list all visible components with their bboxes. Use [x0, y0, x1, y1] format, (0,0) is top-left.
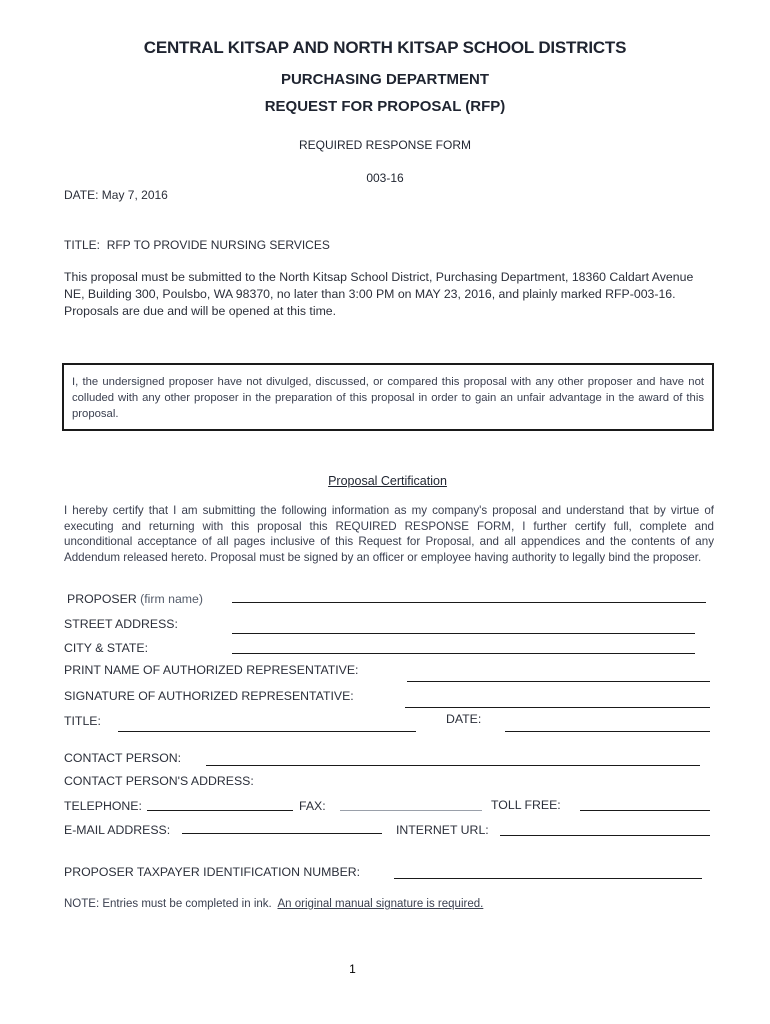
- collusion-statement: I, the undersigned proposer have not divulged, discussed, or compared this proposal with any other proposer and have not colluded with any other proposer in the preparation of this proposal in order to gain an unfair advantage in the award of this proposal.: [72, 376, 704, 420]
- ink-note: [64, 898, 483, 910]
- street-address-field[interactable]: [232, 633, 695, 634]
- title-field-label: TITLE:: [64, 714, 101, 728]
- fax-label: FAX:: [299, 799, 326, 813]
- certification-body: I hereby certify that I am submitting the following information as my company's proposal and understand that by virtue of executing and returning with this proposal this REQUIRED RESPONSE FORM, I further certify full, complete and unconditional acceptance of all pages inclusive of this Request for Proposal, and all appendices and the contents of any Addendum released hereto. Proposal must be signed by an officer or employee having authority to legally bind the proposer.: [64, 504, 714, 564]
- contact-address-label: CONTACT PERSON'S ADDRESS:: [64, 774, 254, 788]
- contact-person-label: CONTACT PERSON:: [64, 751, 182, 765]
- internet-url-label: INTERNET URL:: [396, 823, 489, 837]
- form-name: REQUIRED RESPONSE FORM: [298, 138, 472, 152]
- date-row: [64, 188, 168, 202]
- proposer-field[interactable]: [232, 602, 706, 603]
- toll-free-label: TOLL FREE:: [491, 798, 561, 812]
- proposer-label: PROPOSER (firm name): [67, 592, 203, 606]
- print-name-field[interactable]: [407, 681, 710, 682]
- city-state-field[interactable]: [232, 653, 695, 654]
- signature-field[interactable]: [405, 707, 710, 708]
- contact-person-field[interactable]: [206, 765, 700, 766]
- telephone-field[interactable]: [147, 810, 293, 811]
- internet-url-field[interactable]: [500, 835, 710, 836]
- taxpayer-id-field[interactable]: [394, 878, 702, 879]
- title-row: [64, 238, 330, 252]
- signature-requirement: An original manual signature is required.: [277, 898, 484, 910]
- certification-heading: Proposal Certification: [328, 474, 447, 488]
- district-heading: CENTRAL KITSAP AND NORTH KITSAP SCHOOL DISTRICTS: [143, 38, 627, 57]
- date-label: DATE:: [64, 188, 99, 202]
- toll-free-field[interactable]: [580, 810, 710, 811]
- title-field[interactable]: [118, 731, 416, 732]
- telephone-label: TELEPHONE:: [64, 799, 142, 813]
- email-label: E-MAIL ADDRESS:: [64, 823, 171, 837]
- signature-label: SIGNATURE OF AUTHORIZED REPRESENTATIVE:: [64, 689, 354, 703]
- date-field-label: DATE:: [446, 712, 482, 726]
- note-text: NOTE: Entries must be completed in ink.: [64, 898, 272, 910]
- date-field[interactable]: [505, 731, 710, 732]
- taxpayer-id-label: PROPOSER TAXPAYER IDENTIFICATION NUMBER:: [64, 865, 361, 879]
- fax-field[interactable]: [340, 810, 482, 811]
- department-heading: PURCHASING DEPARTMENT: [280, 71, 490, 88]
- print-name-label: PRINT NAME OF AUTHORIZED REPRESENTATIVE:: [64, 663, 359, 677]
- city-state-label: CITY & STATE:: [64, 641, 149, 655]
- submission-instructions: This proposal must be submitted to the North Kitsap School District, Purchasing Department, 18360 Caldart Avenue NE, Building 300, Poulsbo, WA 98370, no later than 3:00 PM on MAY 23, 2016, and plainly marked RFP-003-16. Proposals are due and will be opened at this time.: [64, 270, 694, 318]
- title-label: TITLE:: [64, 238, 101, 252]
- rfp-number: 003-16: [366, 171, 404, 185]
- date-value: May 7, 2016: [101, 188, 168, 202]
- collusion-statement-box: [62, 363, 714, 431]
- street-address-label: STREET ADDRESS:: [64, 617, 178, 631]
- document-title: REQUEST FOR PROPOSAL (RFP): [264, 98, 506, 115]
- page-number: 1: [349, 962, 356, 976]
- email-field[interactable]: [182, 833, 382, 834]
- title-value: RFP TO PROVIDE NURSING SERVICES: [106, 238, 330, 252]
